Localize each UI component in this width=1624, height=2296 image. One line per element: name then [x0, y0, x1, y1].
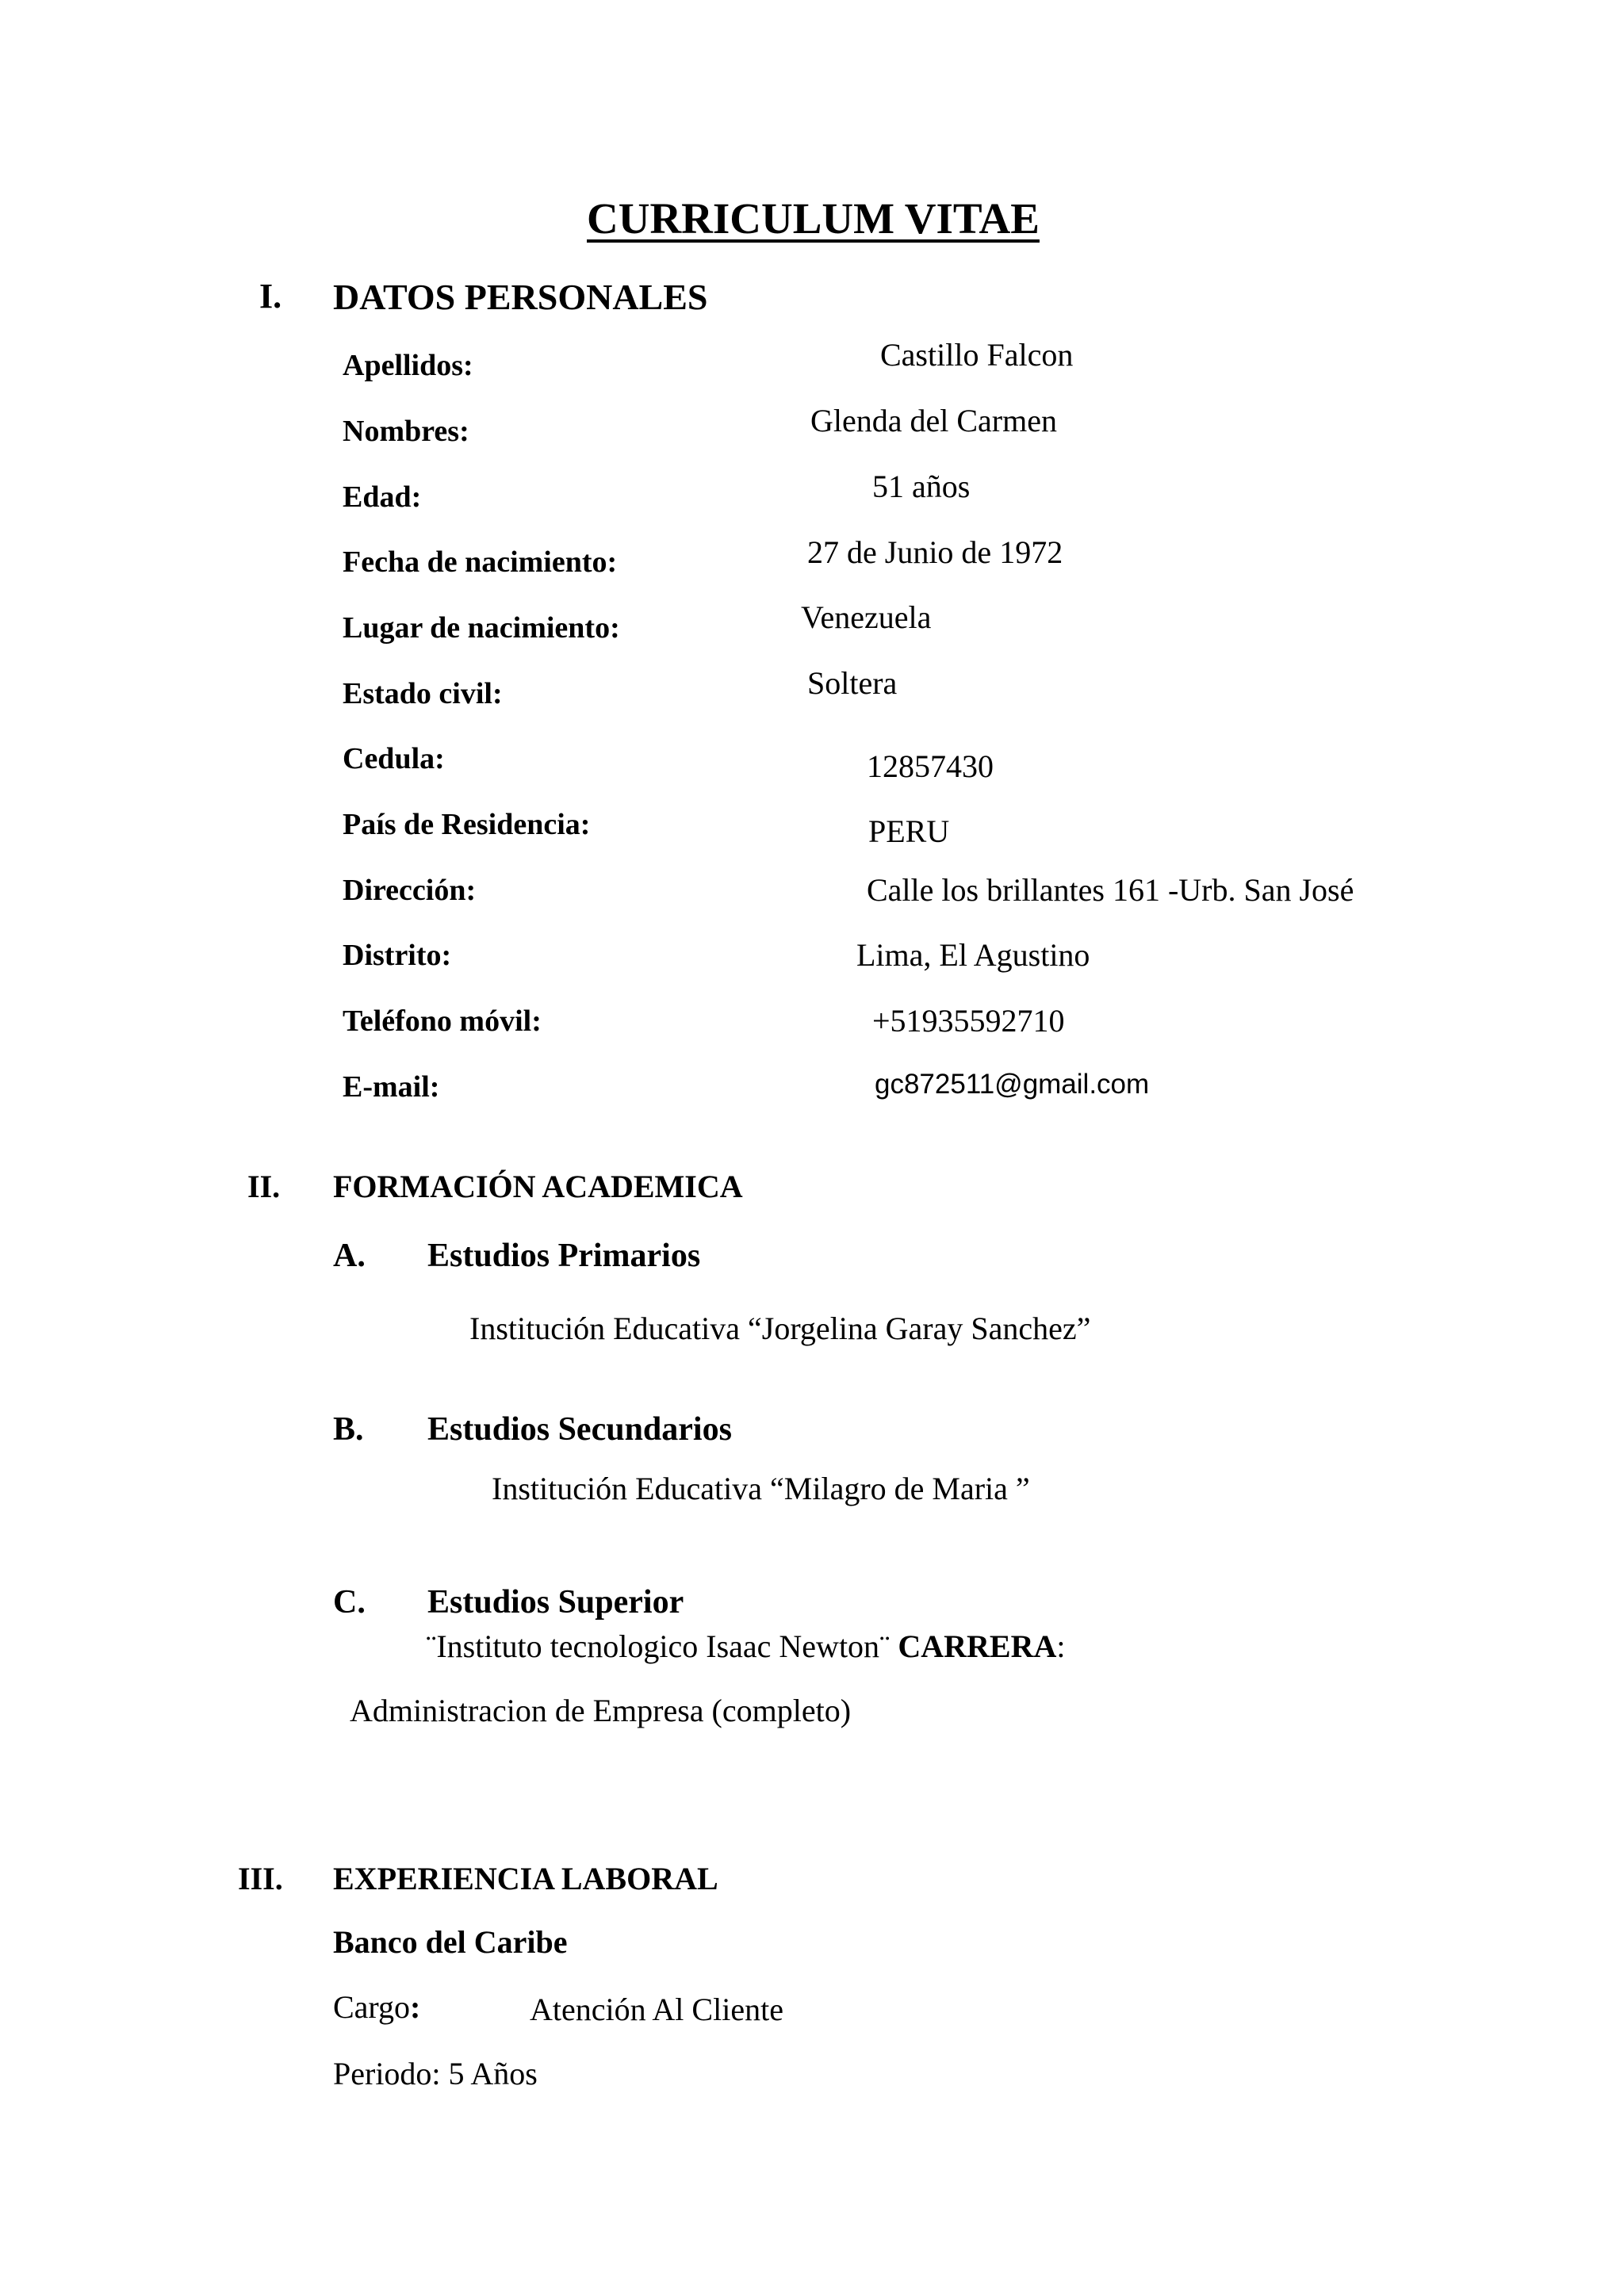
value-nombres: Glenda del Carmen [810, 403, 1057, 438]
label-cedula: Cedula: [343, 742, 445, 775]
primary-school: Institución Educativa “Jorgelina Garay Sanchez” [469, 1311, 1091, 1346]
career-value: Administracion de Empresa (completo) [350, 1693, 852, 1728]
period: Periodo: 5 Años [333, 2056, 538, 2091]
position-label-line [333, 1989, 421, 2025]
position-label: Cargo [333, 1989, 411, 2025]
superior-school: ¨Instituto tecnologico Isaac Newton¨ [426, 1628, 891, 1664]
secondary-letter: B. [333, 1411, 364, 1448]
section-number-personal: I. [259, 277, 282, 316]
position-colon: : [410, 1989, 421, 2025]
value-cedula: 12857430 [867, 748, 994, 784]
value-telefono: +51935592710 [872, 1003, 1065, 1039]
superior-letter: C. [333, 1584, 366, 1621]
value-pais-residencia: PERU [868, 813, 950, 849]
label-nombres: Nombres: [343, 415, 469, 448]
value-apellidos: Castillo Falcon [880, 337, 1074, 373]
label-estado-civil: Estado civil: [343, 677, 503, 710]
label-email: E-mail: [343, 1070, 440, 1104]
label-apellidos: Apellidos: [343, 349, 473, 382]
primary-letter: A. [333, 1238, 366, 1274]
section-number-experience: III. [238, 1861, 283, 1896]
career-colon: : [1056, 1628, 1066, 1664]
label-direccion: Dirección: [343, 874, 477, 907]
label-pais-residencia: País de Residencia: [343, 808, 591, 841]
value-direccion: Calle los brillantes 161 -Urb. San José [867, 872, 1354, 908]
section-heading-personal: DATOS PERSONALES [333, 277, 708, 317]
section-heading-education: FORMACIÓN ACADEMICA [333, 1169, 743, 1204]
superior-heading: Estudios Superior [427, 1584, 684, 1621]
label-distrito: Distrito: [343, 939, 452, 972]
value-edad: 51 años [872, 469, 971, 504]
section-number-education: II. [247, 1169, 281, 1204]
superior-school-line [426, 1628, 1066, 1664]
position-value: Atención Al Cliente [530, 1992, 783, 2027]
label-edad: Edad: [343, 480, 422, 514]
value-email: gc872511@gmail.com [875, 1069, 1150, 1100]
label-telefono: Teléfono móvil: [343, 1004, 542, 1038]
value-distrito: Lima, El Agustino [856, 937, 1090, 973]
career-label: CARRERA [898, 1628, 1057, 1664]
value-fecha-nacimiento: 27 de Junio de 1972 [807, 534, 1063, 570]
section-heading-experience: EXPERIENCIA LABORAL [333, 1861, 718, 1896]
company-name: Banco del Caribe [333, 1924, 568, 1960]
label-lugar-nacimiento: Lugar de nacimiento: [343, 611, 620, 645]
label-fecha-nacimiento: Fecha de nacimiento: [343, 545, 618, 579]
value-lugar-nacimiento: Venezuela [801, 599, 932, 635]
secondary-school: Institución Educativa “Milagro de Maria ” [492, 1471, 1030, 1506]
secondary-heading: Estudios Secundarios [427, 1411, 732, 1448]
value-estado-civil: Soltera [807, 665, 898, 701]
primary-heading: Estudios Primarios [427, 1238, 701, 1274]
document-title: CURRICULUM VITAE [587, 194, 1040, 243]
